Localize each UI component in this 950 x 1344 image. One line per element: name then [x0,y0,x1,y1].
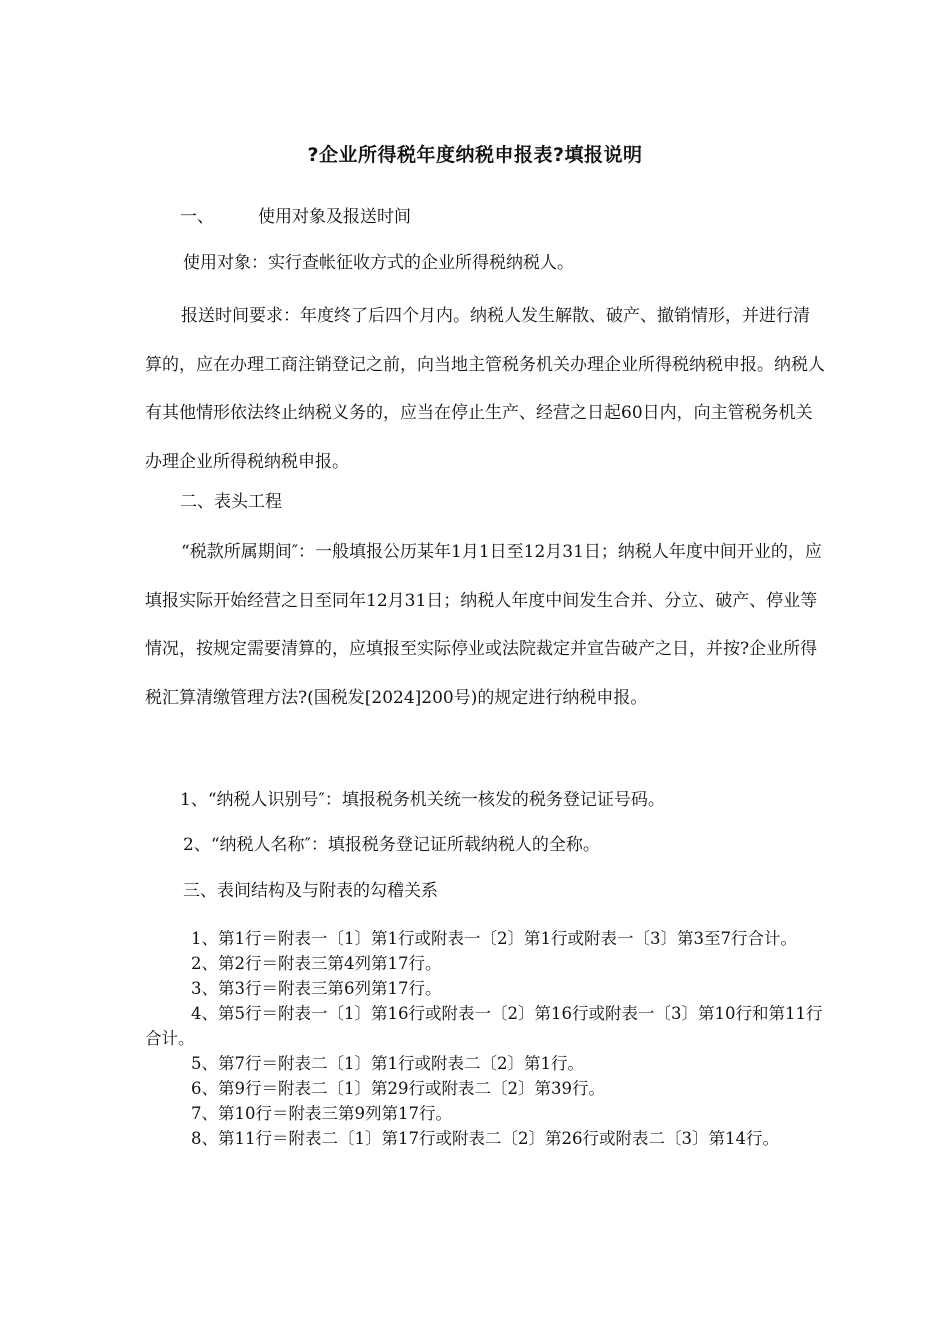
tax-period-paragraph: “税款所属期间″：一般填报公历某年1月1日至12月31日；纳税人年度中间开业的，应填报实际开始经营之日至同年12月31日；纳税人年度中间发生合并、分立、破产、停业等情况，按规定需要清算的，应填报至实际停业或法院裁定并宣告破产之日，并按?企业所得税汇算清缴管理方法?(国税发[2024]200号)的规定进行纳税申报。 [145,542,822,708]
list-item: 7、第10行＝附表三第9列第17行。 [191,1104,452,1123]
section-1-number: 一、 [180,207,214,227]
section-2-heading: 二、表头工程 [180,492,282,512]
list-item: 8、第11行＝附表二〔1〕第17行或附表二〔2〕第26行或附表二〔3〕第14行。 [191,1129,779,1148]
use-object-paragraph: 使用对象：实行查帐征收方式的企业所得税纳税人。 [183,253,574,273]
taxpayer-id-paragraph: 1、“纳税人识别号″：填报税务机关统一核发的税务登记证号码。 [180,790,665,810]
section-1-title: 使用对象及报送时间 [258,207,411,227]
list-item: 4、第5行＝附表一〔1〕第16行或附表一〔2〕第16行或附表一〔3〕第10行和第11行合计。 [145,1004,823,1048]
list-item: 6、第9行＝附表二〔1〕第29行或附表二〔2〕第39行。 [191,1079,605,1098]
section-1-heading [180,202,860,227]
submit-time-paragraph: 报送时间要求：年度终了后四个月内。纳税人发生解散、破产、撤销情形，并进行清算的，应在办理工商注销登记之前，向当地主管税务机关办理企业所得税纳税申报。纳税人有其他情形依法终止纳税义务的，应当在停止生产、经营之日起60日内，向主管税务机关办理企业所得税纳税申报。 [145,306,825,472]
list-item: 2、第2行＝附表三第4列第17行。 [191,954,442,973]
list-item: 1、第1行＝附表一〔1〕第1行或附表一〔2〕第1行或附表一〔3〕第3至7行合计。 [191,929,797,948]
section-3-heading: 三、表间结构及与附表的勾稽关系 [183,881,438,901]
taxpayer-name-paragraph: 2、“纳税人名称″：填报税务登记证所载纳税人的全称。 [183,835,600,855]
relationship-list [145,926,825,1151]
list-item: 5、第7行＝附表二〔1〕第1行或附表二〔2〕第1行。 [191,1054,584,1073]
list-item: 3、第3行＝附表三第6列第17行。 [191,979,442,998]
document-title: ?企业所得税年度纳税申报表?填报说明 [307,144,643,166]
